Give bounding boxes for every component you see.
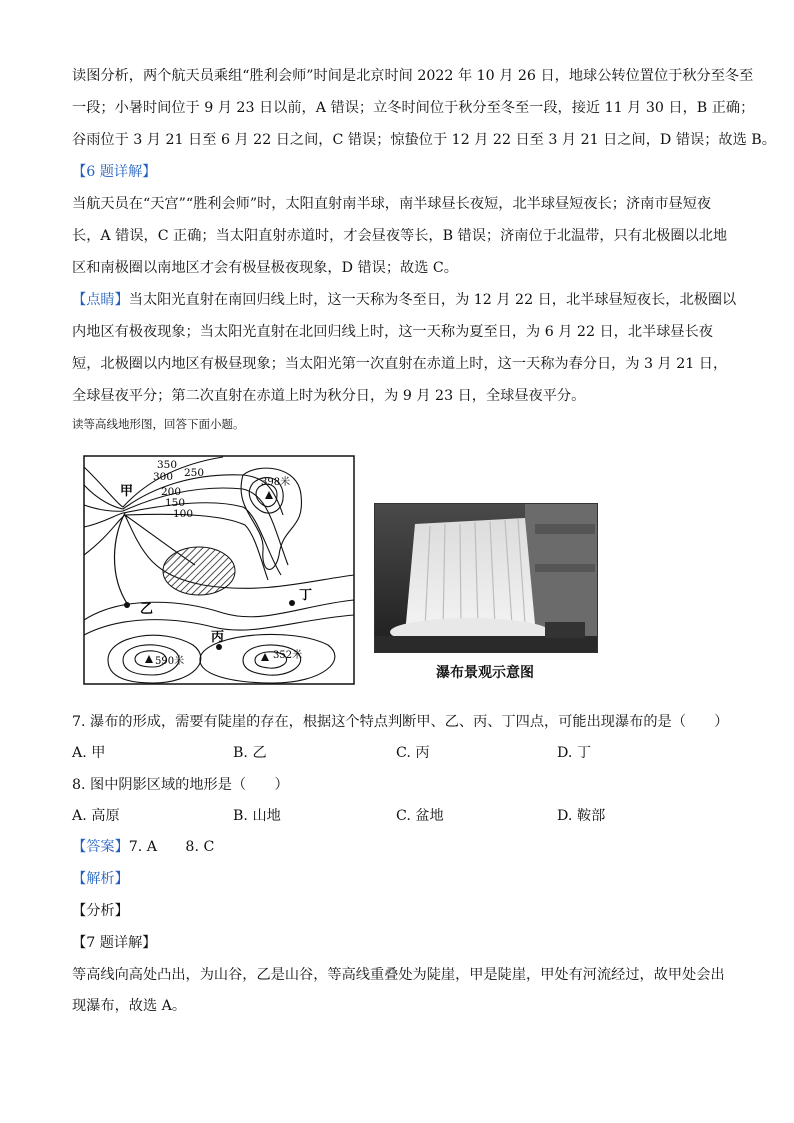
peak-label-352: 352米 <box>273 650 303 661</box>
text-line: 一段；小暑时间位于 9 月 23 日以前，A 错误；立冬时间位于秋分至冬至一段，接近 11 月 30 日，B 正确； <box>72 100 755 116</box>
point-label-jia: 甲 <box>120 484 134 499</box>
point-marker-yi <box>124 602 130 608</box>
text-line: 现瀑布，故选 A。 <box>72 998 187 1014</box>
section-heading-q7: 【7 题详解】 <box>72 935 157 951</box>
text-line: 区和南极圈以南地区才会有极昼极夜现象，D 错误；故选 C。 <box>72 260 458 276</box>
question-7-stem: 7. 瀑布的形成，需要有陡崖的存在，根据这个特点判断甲、乙、丙、丁四点，可能出现瀑布的是（ ） <box>72 714 729 730</box>
text-line: 当航天员在“天宫”“胜利会师”时，太阳直射南半球，南半球昼长夜短，北半球昼短夜长；济南市昼短夜 <box>72 196 712 212</box>
question-8-option-a: A. 高原 <box>72 808 120 824</box>
question-8-option-b: B. 山地 <box>233 808 281 824</box>
question-7-option-c: C. 丙 <box>396 745 430 761</box>
analysis-heading: 【解析】 <box>72 871 129 887</box>
shaded-basin <box>163 547 235 595</box>
question-7-option-a: A. 甲 <box>72 745 106 761</box>
question-8-option-c: C. 盆地 <box>396 808 444 824</box>
text-line: 谷雨位于 3 月 21 日至 6 月 22 日之间，C 错误；惊蛰位于 12 月 22 日至 3 月 21 日之间，D 错误；故选 B。 <box>72 132 776 148</box>
photo-caption: 瀑布景观示意图 <box>436 665 534 681</box>
peak-label-590: 590米 <box>155 656 185 667</box>
question-8-stem: 8. 图中阴影区域的地形是（ ） <box>72 777 289 793</box>
tip-tag: 【点睛】 <box>72 292 129 308</box>
answer-line <box>72 837 722 857</box>
text-line: 全球昼夜平分；第二次直射在赤道上时为秋分日，为 9 月 23 日，全球昼夜平分。 <box>72 388 586 404</box>
point-marker-ding <box>289 600 295 606</box>
text-line: 短，北极圈以内地区有极昼现象；当太阳光第一次直射在赤道上时，这一天称为春分日，为 3 月 21 日， <box>72 356 728 372</box>
contour-label-250: 250 <box>184 467 205 479</box>
contour-map <box>83 455 355 685</box>
question-7-option-d: D. 丁 <box>557 745 592 761</box>
text-line: 长，A 错误，C 正确；当太阳直射赤道时，才会昼夜等长，B 错误；济南位于北温带，只有北极圈以北地 <box>72 228 728 244</box>
text-line: 读图分析，两个航天员乘组“胜利会师”时间是北京时间 2022 年 10 月 26 日，地球公转位置位于秋分至冬至 <box>72 68 754 84</box>
answer-tag: 【答案】 <box>72 839 129 855</box>
tip-text: 当太阳光直射在南回归线上时，这一天称为冬至日，为 12 月 22 日，北半球昼短夜长，北极圈以 <box>128 292 737 308</box>
point-label-ding: 丁 <box>299 588 313 603</box>
text-line: 等高线向高处凸出，为山谷，乙是山谷，等高线重叠处为陡崖，甲是陡崖，甲处有河流经过，故甲处会出 <box>72 967 725 983</box>
instruction-note: 读等高线地形图，回答下面小题。 <box>72 417 245 431</box>
point-label-yi: 乙 <box>140 602 154 617</box>
contour-label-350: 350 <box>157 459 178 471</box>
contour-label-150: 150 <box>165 497 186 509</box>
answer-text: 7. A 8. C <box>128 839 215 855</box>
section-heading-q6: 【6 题详解】 <box>72 164 157 180</box>
text-line <box>72 290 737 310</box>
point-label-bing: 丙 <box>211 630 225 645</box>
waterfall-photo <box>374 503 598 653</box>
contour-label-100: 100 <box>173 508 194 520</box>
contour-label-200: 200 <box>161 486 182 498</box>
peak-label-398: 398米 <box>261 477 291 488</box>
contour-label-300: 300 <box>153 471 174 483</box>
fenxi-heading: 【分析】 <box>72 903 129 919</box>
text-line: 内地区有极夜现象；当太阳光直射在北回归线上时，这一天称为夏至日，为 6 月 22 日，北半球昼长夜 <box>72 324 713 340</box>
question-8-option-d: D. 鞍部 <box>557 808 606 824</box>
question-7-option-b: B. 乙 <box>233 745 267 761</box>
